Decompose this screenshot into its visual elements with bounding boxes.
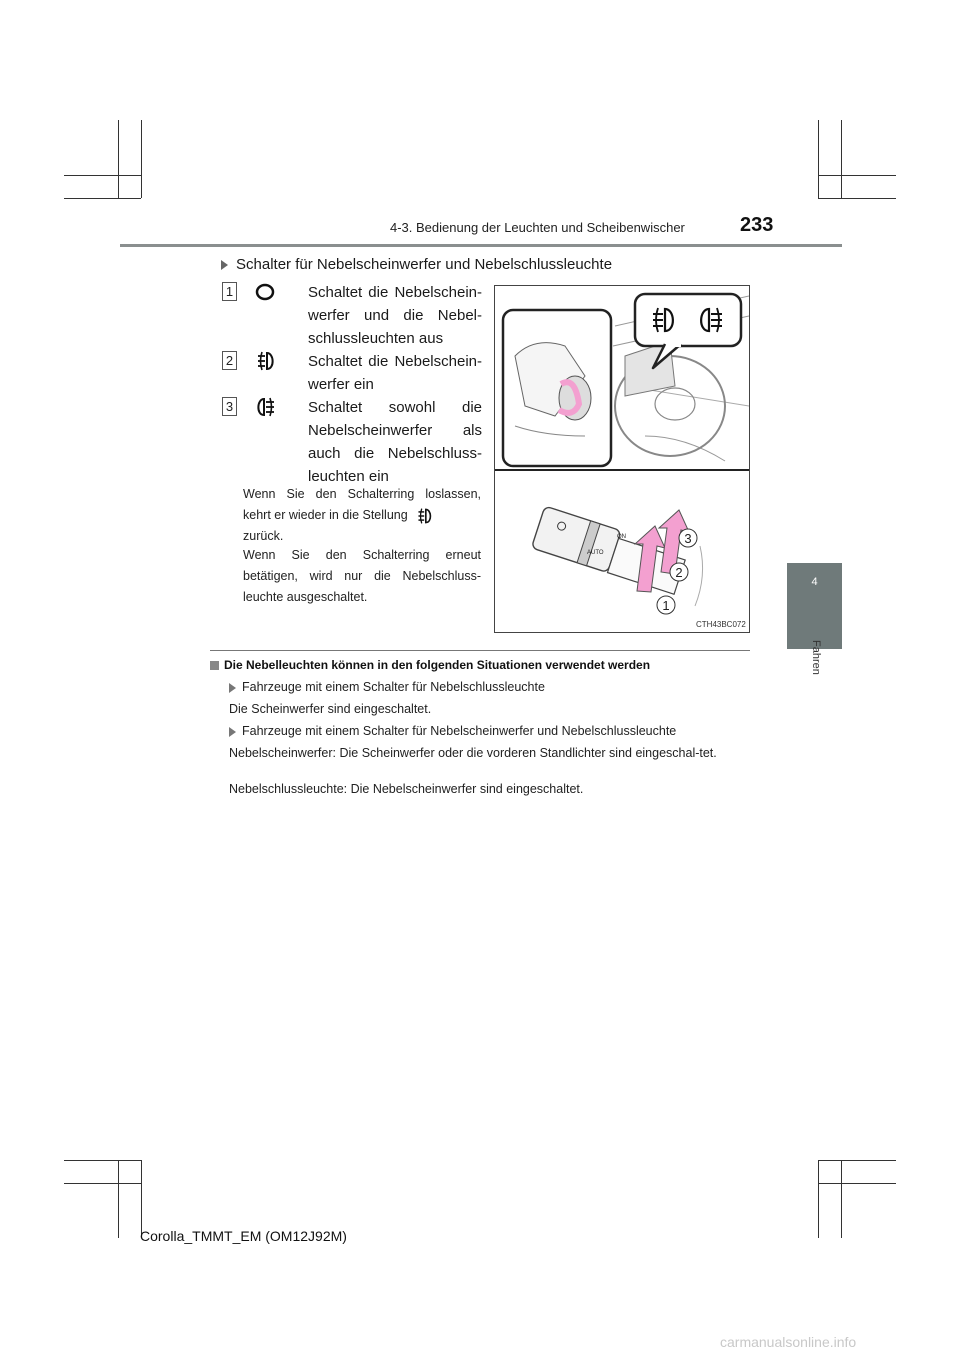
- callout-2: 2: [675, 565, 683, 580]
- crop-mark: [818, 1183, 896, 1184]
- fog-off-icon: [254, 283, 276, 301]
- item-text-3: Schaltet sowohl die Nebelscheinwerfer als auch die Nebelschlussleuchten ein: [308, 399, 482, 485]
- info-bullet-1: [229, 680, 545, 694]
- chapter-label-text: Fahren: [810, 640, 822, 675]
- lever-label-auto: AUTO: [587, 550, 604, 556]
- section-heading-text: Schalter für Nebelscheinwerfer und Nebelschlussleuchte: [236, 256, 613, 273]
- info-text-1: Die Scheinwerfer sind eingeschaltet.: [229, 702, 432, 716]
- watermark: carmanualsonline.info: [720, 1334, 857, 1350]
- info-heading: [210, 658, 650, 672]
- page-number: 233: [740, 214, 774, 236]
- crop-mark: [118, 1160, 119, 1238]
- crop-mark: [818, 1160, 896, 1161]
- header-rule: [120, 244, 842, 247]
- item-number-3: 3: [222, 397, 237, 416]
- paragraph-release-text: Wenn Sie den Schalterring loslassen, kehrt er wieder in die Stellung: [243, 487, 481, 522]
- crop-mark: [141, 120, 142, 198]
- chapter-number: 4: [811, 576, 818, 588]
- crop-mark: [118, 120, 119, 198]
- item-text-2: Schaltet die Nebelscheinwerfer ein: [308, 353, 482, 393]
- item-number-1: 1: [222, 282, 237, 301]
- info-bullet-2: [229, 724, 676, 738]
- info-bullet-2-text: Fahrzeuge mit einem Schalter für Nebelscheinwerfer und Nebelschlussleuchte: [242, 724, 677, 738]
- crop-mark: [64, 198, 141, 199]
- section-heading: [221, 256, 612, 273]
- crop-mark: [818, 198, 896, 199]
- rear-fog-icon: [254, 396, 278, 418]
- chapter-label: [782, 640, 842, 700]
- fog-switch-illustration: [495, 286, 749, 632]
- paragraph-release-end: zurück.: [243, 529, 284, 543]
- crop-mark: [141, 1160, 142, 1238]
- crop-mark: [841, 1160, 842, 1238]
- crop-mark: [818, 1160, 819, 1238]
- illustration-frame: [494, 285, 750, 633]
- square-bullet-icon: [210, 661, 219, 670]
- section-rule: [210, 650, 750, 651]
- crop-mark: [818, 175, 896, 176]
- info-heading-text: Die Nebelleuchten können in den folgenden Situationen verwendet werden: [224, 658, 651, 672]
- callout-3: 3: [684, 531, 692, 546]
- crop-mark: [64, 1160, 141, 1161]
- callout-1: 1: [662, 598, 670, 613]
- item-text-1: Schaltet die Nebelscheinwerfer und die Nebelschlussleuchten aus: [308, 284, 482, 347]
- info-text-2a: Nebelscheinwerfer: Die Scheinwerfer oder die vorderen Standlichter sind eingeschal-tet.: [229, 746, 717, 760]
- info-bullet-1-text: Fahrzeuge mit einem Schalter für Nebelschlussleuchte: [242, 680, 545, 694]
- crop-mark: [64, 175, 141, 176]
- front-fog-inline-icon: [415, 507, 435, 525]
- footer-text: Corolla_TMMT_EM (OM12J92M): [140, 1228, 347, 1244]
- figure-code: CTH43BC072: [696, 620, 746, 629]
- triangle-bullet-icon: [229, 683, 236, 693]
- lever-label-on: ON: [617, 534, 626, 540]
- crop-mark: [64, 1183, 141, 1184]
- triangle-bullet-icon: [229, 727, 236, 737]
- front-fog-icon: [254, 350, 278, 372]
- paragraph-release: [243, 484, 481, 547]
- paragraph-repeat: Wenn Sie den Schalterring erneut betätigen, wird nur die Nebelschlussleuchte ausgeschaltet.: [243, 548, 481, 604]
- info-text-2b: Nebelschlussleuchte: Die Nebelscheinwerfer sind eingeschaltet.: [229, 782, 584, 796]
- item-number-2: 2: [222, 351, 237, 370]
- triangle-bullet-icon: [221, 260, 228, 270]
- crop-mark: [841, 120, 842, 198]
- crop-mark: [818, 120, 819, 198]
- running-header: 4-3. Bedienung der Leuchten und Scheibenwischer: [390, 220, 685, 235]
